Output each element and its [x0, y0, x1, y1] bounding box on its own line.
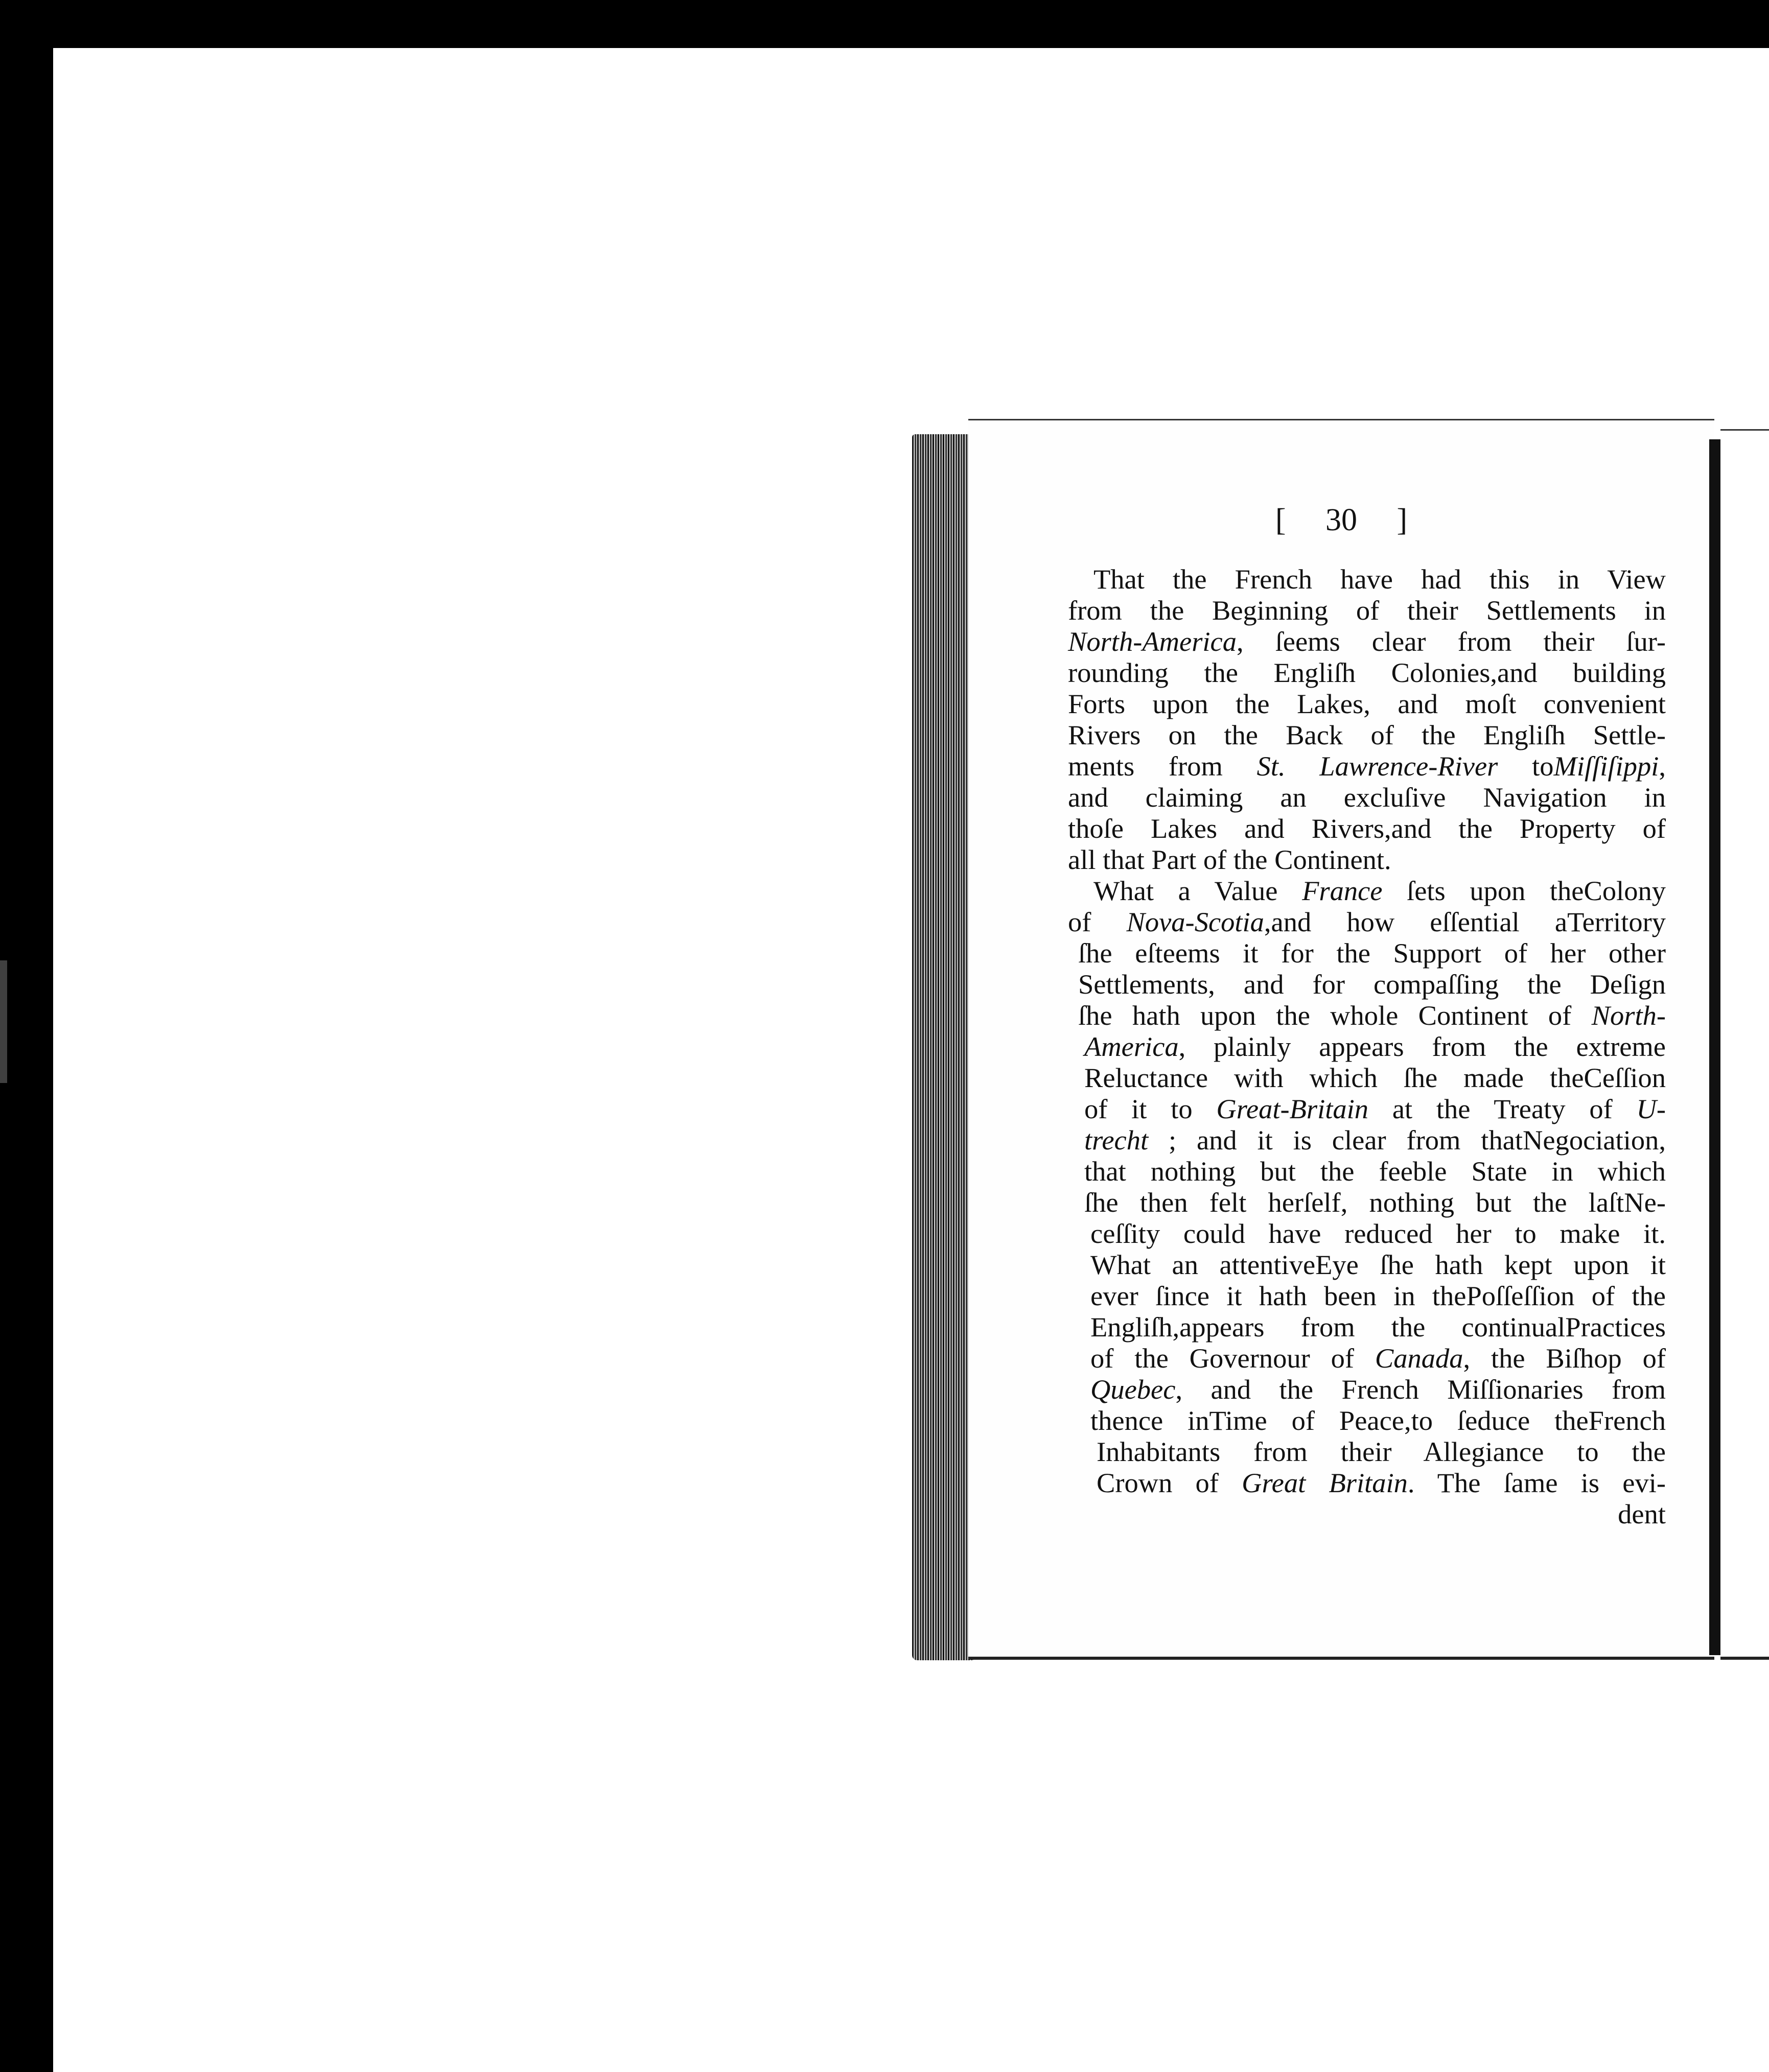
text-run: ceſſity could have reduced her to make it. — [1090, 1218, 1666, 1249]
text-run: ments from — [1068, 750, 1257, 782]
text-run: , and the French Miſſionaries from — [1175, 1374, 1666, 1405]
text-line — [1068, 1343, 1666, 1374]
text-line — [1068, 1467, 1666, 1498]
text-run: What an attentiveEye ſhe hath kept upon it — [1090, 1249, 1666, 1280]
page — [968, 419, 1714, 1660]
text-run: ſhe then felt herſelf, nothing but the laſtNe- — [1084, 1187, 1666, 1218]
text-run: ſhe hath upon the whole Continent of — [1078, 1000, 1592, 1031]
text-run: , — [1659, 750, 1666, 782]
book-fore-edge — [912, 434, 973, 1660]
page-number: 30 — [1325, 503, 1357, 537]
italic-text: America — [1084, 1031, 1179, 1062]
text-run: What a Value — [1093, 875, 1302, 906]
italic-text: Quebec — [1090, 1374, 1176, 1405]
gutter-shadow — [1709, 439, 1720, 1655]
text-run: thence inTime of Peace,to ſeduce theFrench — [1090, 1405, 1666, 1436]
text-run: Crown of — [1097, 1467, 1242, 1498]
text-run: Forts upon the Lakes, and moſt convenient — [1068, 688, 1666, 719]
text-line — [1068, 1124, 1666, 1156]
text-run: . The ſame is evi- — [1407, 1467, 1666, 1498]
text-run: Rivers on the Back of the Engliſh Settle- — [1068, 719, 1666, 750]
text-line — [1068, 750, 1666, 782]
text-run: thoſe Lakes and Rivers,and the Property of — [1068, 813, 1666, 844]
text-line — [1068, 875, 1666, 906]
text-run: , ſeems clear from their ſur- — [1236, 626, 1666, 657]
text-run: ſhe eſteems it for the Support of her other — [1078, 937, 1666, 969]
text-line — [1068, 937, 1666, 969]
italic-text: trecht — [1084, 1124, 1149, 1156]
text-run: Settlements, and for compaſſing the Deſign — [1078, 969, 1666, 1000]
text-line — [1068, 1062, 1666, 1093]
text-run: Inhabitants from their Allegiance to the — [1097, 1436, 1666, 1467]
italic-text: Canada — [1375, 1343, 1463, 1374]
text-run: of the Governour of — [1090, 1343, 1375, 1374]
text-run: dent — [1618, 1498, 1666, 1529]
text-run: Engliſh,appears from the continualPractices — [1090, 1311, 1666, 1343]
text-line — [1068, 782, 1666, 813]
text-line — [1068, 906, 1666, 937]
book — [912, 419, 1769, 1655]
italic-text: St. Lawrence-River — [1256, 750, 1498, 782]
text-run: that nothing but the feeble State in which — [1084, 1156, 1666, 1187]
text-run: of — [1068, 906, 1127, 937]
text-line — [1068, 1156, 1666, 1187]
text-run: of it to — [1084, 1093, 1217, 1124]
text-run: rounding the Engliſh Colonies,and building — [1068, 657, 1666, 688]
scan-bottom-strip — [53, 2046, 1769, 2072]
text-line — [1068, 626, 1666, 657]
facing-page-edge — [1720, 429, 1769, 1660]
text-line — [1068, 844, 1666, 875]
italic-text: Great-Britain — [1216, 1093, 1369, 1124]
text-line — [1068, 657, 1666, 688]
italic-text: France — [1302, 875, 1383, 906]
text-line — [1068, 1311, 1666, 1343]
italic-text: U- — [1636, 1093, 1666, 1124]
italic-text: Miſſiſippi — [1553, 750, 1659, 782]
text-line — [1068, 1436, 1666, 1467]
text-line — [1068, 595, 1666, 626]
text-line — [1068, 1498, 1666, 1529]
text-line — [1068, 719, 1666, 750]
text-run: and claiming an excluſive Navigation in — [1068, 782, 1666, 813]
italic-text: Nova-Scotia — [1126, 906, 1264, 937]
text-line — [1068, 1280, 1666, 1311]
text-line — [1068, 1093, 1666, 1124]
text-line — [1068, 1405, 1666, 1436]
text-run: at the Treaty of — [1368, 1093, 1637, 1124]
text-line — [1068, 1000, 1666, 1031]
text-line — [1068, 563, 1666, 595]
header-close-bracket: ] — [1396, 503, 1408, 537]
text-run: from the Beginning of their Settlements in — [1068, 595, 1666, 626]
text-line — [1068, 1249, 1666, 1280]
text-line — [1068, 688, 1666, 719]
text-run: , the Biſhop of — [1463, 1343, 1666, 1374]
text-line — [1068, 1374, 1666, 1405]
header-open-bracket: [ — [1275, 503, 1286, 537]
text-line — [1068, 1218, 1666, 1249]
body-text — [1068, 563, 1666, 1529]
text-run: That the French have had this in View — [1093, 563, 1666, 595]
italic-text: Great Britain — [1242, 1467, 1408, 1498]
italic-text: North- — [1591, 1000, 1666, 1031]
text-line — [1068, 813, 1666, 844]
text-run: ,and how eſſential aTerritory — [1264, 906, 1666, 937]
italic-text: North-America — [1068, 626, 1237, 657]
text-run: to — [1498, 750, 1554, 782]
text-run: Reluctance with which ſhe made theCeſſion — [1084, 1062, 1666, 1093]
text-run: ; and it is clear from thatNegociation, — [1148, 1124, 1666, 1156]
text-line — [1068, 969, 1666, 1000]
text-line — [1068, 1187, 1666, 1218]
scan-edge-mark — [0, 960, 7, 1083]
text-run: , plainly appears from the extreme — [1178, 1031, 1666, 1062]
text-line — [1068, 1031, 1666, 1062]
text-run: all that Part of the Continent. — [1068, 844, 1391, 875]
text-run: ſets upon theColony — [1382, 875, 1666, 906]
text-run: ever ſince it hath been in thePoſſeſſion of the — [1090, 1280, 1666, 1311]
page-header — [968, 502, 1714, 538]
